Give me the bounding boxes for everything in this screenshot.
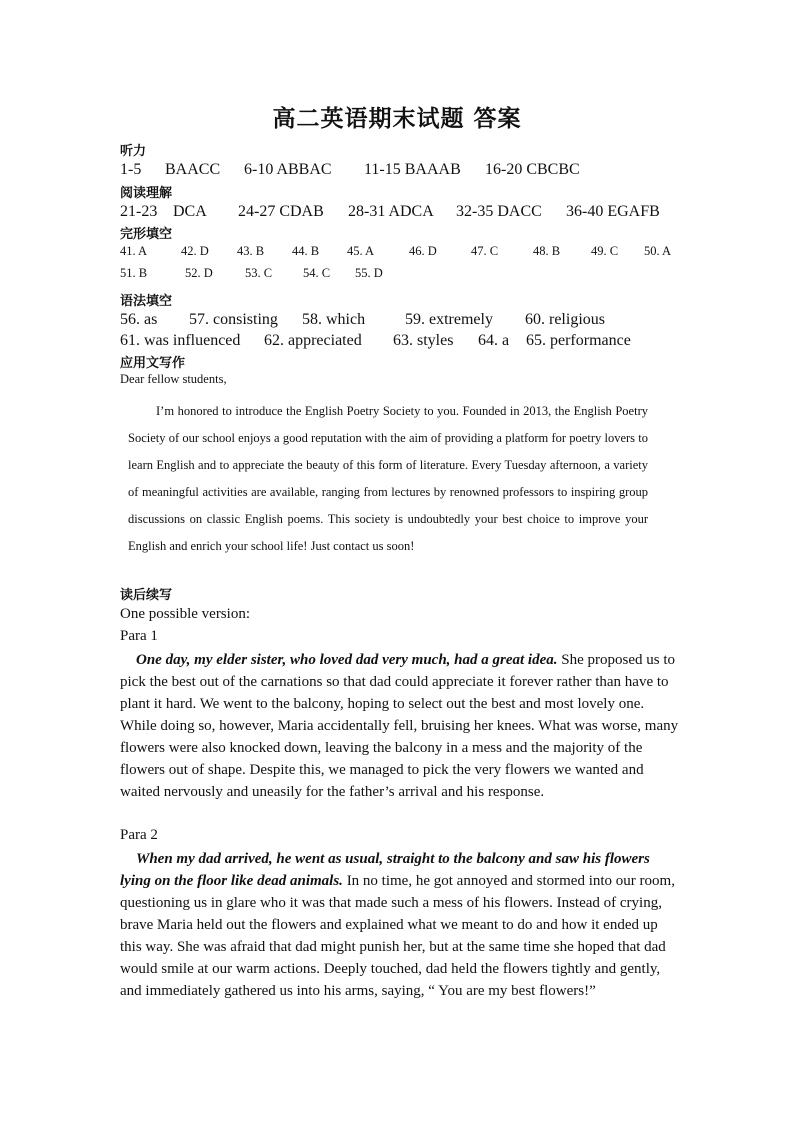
answer-item: 62. appreciated [264, 332, 362, 349]
paragraph-1-text: She proposed us to pick the best out of the carnations so that dad could appreciate it forever rather than have to plant it hard. We went to the balcony, hoping to select out the best and most lovely one. While doing so, however, Maria accidentally fell, bruising her knees. What was worse, many flowers were also knocked down, leaving the balcony in a mess and the majority of the flowers out of shape. Despite this, we managed to pick the very flowers we wanted and waited nervously and uneasily for the father’s arrival and his response. [120, 652, 679, 800]
answer-item: 63. styles [393, 332, 454, 349]
para-label-1: Para 1 [120, 628, 158, 644]
letter-salutation: Dear fellow students, [120, 372, 227, 386]
answer-item: 16-20 CBCBC [485, 161, 580, 178]
answer-item: BAACC [165, 161, 221, 178]
answer-item: 1-5 [120, 161, 142, 178]
answer-item: 21-23 [120, 203, 158, 220]
answer-item: 52. D [185, 266, 213, 280]
version-intro: One possible version: [120, 606, 250, 622]
section-heading-reading: 阅读理解 [120, 186, 173, 201]
answer-item: 58. which [302, 311, 366, 328]
answer-item: 59. extremely [405, 311, 493, 328]
answer-item: 28-31 ADCA [348, 203, 434, 220]
answer-item: 42. D [181, 244, 209, 258]
answer-item: 32-35 DACC [456, 203, 542, 220]
section-heading-continuation: 读后续写 [120, 588, 173, 603]
section-heading-grammar: 语法填空 [120, 294, 173, 309]
answer-item: 55. D [355, 266, 383, 280]
answer-item: 41. A [120, 244, 148, 258]
answer-item: 6-10 ABBAC [244, 161, 332, 178]
answer-item: 60. religious [525, 311, 605, 328]
answer-item: 43. B [237, 244, 265, 258]
answer-item: 61. was influenced [120, 332, 241, 349]
answer-item: 53. C [245, 266, 273, 280]
answer-item: 65. performance [526, 332, 631, 349]
answer-item: 48. B [533, 244, 561, 258]
page-title: 高二英语期末试题 答案 [272, 105, 522, 132]
answer-item: 51. B [120, 266, 148, 280]
section-heading-cloze: 完形填空 [120, 227, 173, 242]
answer-item: 36-40 EGAFB [566, 203, 660, 220]
section-heading-writing: 应用文写作 [120, 356, 186, 371]
answer-item: DCA [173, 203, 207, 220]
paragraph-2-lead: When my dad arrived, he went as usual, straight to the balcony and saw his flowers lying on the floor like dead animals. [120, 851, 650, 889]
answer-item: 24-27 CDAB [238, 203, 324, 220]
paragraph-1-lead: One day, my elder sister, who loved dad very much, had a great idea. [136, 652, 558, 668]
answer-item: 44. B [292, 244, 320, 258]
paragraph-2-text: In no time, he got annoyed and stormed into our room, questioning us in glare who it was that made such a mess of his flowers. Instead of crying, brave Maria held out the flowers and explained what we meant to do and how it ended up this way. She was afraid that dad might punish her, but at the same time she hoped that dad would smile at our warm actions. Deeply touched, dad held the flowers tightly and gently, and immediately gathered us into his arms, saying, “ You are my best flowers!” [120, 873, 675, 999]
paragraph-2 [120, 848, 682, 1002]
answer-item: 47. C [471, 244, 499, 258]
answer-item: 46. D [409, 244, 437, 258]
paragraph-1 [120, 649, 682, 803]
letter-body: I’m honored to introduce the English Poetry Society to you. Founded in 2013, the English Poetry Society of our school enjoys a good reputation with the aim of providing a platform for poetry lovers to learn English and to appreciate the beauty of this form of literature. Every Tuesday afternoon, a variety of meaningful activities are available, ranging from lectures by renowned professors to inspiring group discussions on classic English poems. This society is undoubtedly your best choice to improve your English and enrich your school life! Just contact us soon! [128, 404, 648, 553]
answer-item: 50. A [644, 244, 672, 258]
answer-item: 56. as [120, 311, 158, 328]
answer-item: 11-15 BAAAB [364, 161, 461, 178]
answer-item: 45. A [347, 244, 375, 258]
para-label-2: Para 2 [120, 827, 158, 843]
answer-item: 54. C [303, 266, 331, 280]
answer-item: 64. a [478, 332, 510, 349]
section-heading-listening: 听力 [120, 144, 147, 159]
answer-item: 49. C [591, 244, 619, 258]
answer-item: 57. consisting [189, 311, 278, 328]
